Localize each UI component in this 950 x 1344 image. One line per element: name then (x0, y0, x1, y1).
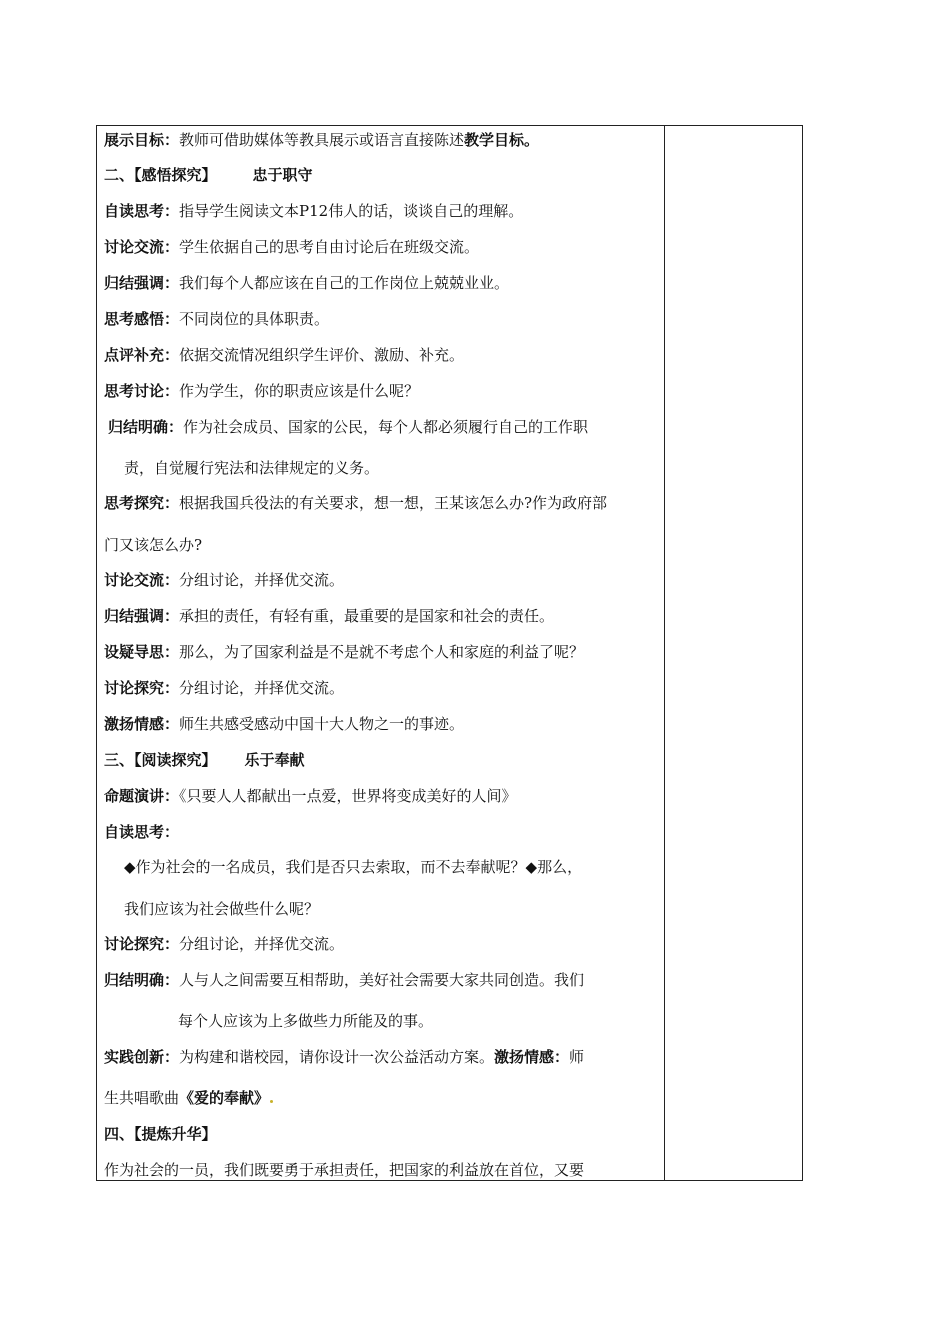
label: 思考探究： (104, 494, 180, 512)
text: 分组讨论，并择优交流。 (179, 935, 345, 953)
line-discuss-explore (104, 678, 344, 698)
section-two-title: 忠于职守 (252, 166, 313, 184)
label-display-goal: 展示目标： (104, 131, 180, 149)
text: 依据交流情况组织学生评价、激励、补充。 (179, 346, 465, 364)
line-summary-2 (104, 606, 554, 626)
label: 讨论交流： (104, 571, 180, 589)
text: 作为社会成员、国家的公民，每个人都必须履行自己的工作职 (183, 418, 589, 436)
label: 讨论交流： (104, 238, 180, 256)
label: 激扬情感： (494, 1048, 570, 1066)
text-teaching-goal: 教学目标。 (464, 131, 540, 149)
label: 设疑导思： (104, 643, 180, 661)
line-self-reading-2 (104, 822, 179, 842)
text: 为构建和谐校园，请你设计一次公益活动方案。 (179, 1048, 495, 1066)
text: 人与人之间需要互相帮助，美好社会需要大家共同创造。我们 (179, 971, 585, 989)
text: 师生共感受感动中国十大人物之一的事迹。 (179, 715, 465, 733)
text: 责，自觉履行宪法和法律规定的义务。 (124, 459, 380, 477)
label: 命题演讲： (104, 787, 180, 805)
line-speech (104, 786, 517, 806)
line-conclusion-2-cont (178, 1011, 433, 1031)
label: 实践创新： (104, 1048, 180, 1066)
text: 《只要人人都献出一点爱，世界将变成美好的人间》 (179, 787, 517, 805)
text: 门又该怎么办? (104, 536, 203, 554)
line-conclusion (108, 417, 588, 437)
text: 承担的责任，有轻有重，最重要的是国家和社会的责任。 (179, 607, 555, 625)
text: 师 (569, 1048, 585, 1066)
text: 根据我国兵役法的有关要求，想一想，王某该怎么办?作为政府部 (179, 494, 608, 512)
section-three-heading (104, 750, 305, 770)
line-question-bullets-cont (124, 899, 319, 919)
section-four-heading (104, 1124, 217, 1144)
text: 作为学生，你的职责应该是什么呢？ (179, 382, 420, 400)
line-conclusion-cont (124, 458, 379, 478)
line-song (104, 1088, 273, 1108)
line-final (104, 1160, 584, 1179)
label: 归结强调： (104, 274, 180, 292)
section-three-label: 三、【阅读探究】 (104, 751, 217, 769)
section-three-title: 乐于奉献 (244, 751, 305, 769)
song-title: 《爱的奉献》 (179, 1089, 270, 1107)
line-reflection (104, 309, 329, 329)
label: 思考感悟： (104, 310, 180, 328)
text: ◆作为社会的一名成员，我们是否只去索取，而不去奉献呢？◆那么， (124, 858, 583, 876)
lesson-content-cell (104, 125, 660, 1179)
section-two-heading (104, 165, 313, 185)
line-self-reading (104, 201, 523, 221)
text: 我们每个人都应该在自己的工作岗位上兢兢业业。 (179, 274, 510, 292)
text: 分组讨论，并择优交流。 (179, 679, 345, 697)
label: 自读思考： (104, 823, 180, 841)
text: 生共唱歌曲 (104, 1089, 180, 1107)
line-comment (104, 345, 464, 365)
label: 讨论探究： (104, 679, 180, 697)
line-practice (104, 1047, 584, 1067)
section-four-label: 四、【提炼升华】 (104, 1125, 217, 1143)
line-conclusion-2 (104, 970, 584, 990)
mark-dot (270, 1100, 273, 1103)
text: 作为社会的一员，我们既要勇于承担责任，把国家的利益放在首位，又要 (104, 1161, 585, 1179)
line-think-explore (104, 493, 607, 513)
text: 学生依据自己的思考自由讨论后在班级交流。 (179, 238, 480, 256)
text: 我们应该为社会做些什么呢？ (124, 900, 320, 918)
table-column-divider (664, 125, 665, 1181)
line-think-explore-cont (104, 535, 202, 555)
section-two-label: 二、【感悟探究】 (104, 166, 217, 184)
line-question-bullets (124, 857, 582, 877)
line-summary (104, 273, 509, 293)
line-question (104, 642, 584, 662)
text: 不同岗位的具体职责。 (179, 310, 330, 328)
label: 点评补充： (104, 346, 180, 364)
label: 归结强调： (104, 607, 180, 625)
label: 激扬情感： (104, 715, 180, 733)
line-discussion-2 (104, 570, 344, 590)
text: 指导学生阅读文本P12伟人的话，谈谈自己的理解。 (179, 202, 524, 220)
text: 那么，为了国家利益是不是就不考虑个人和家庭的利益了呢？ (179, 643, 585, 661)
label: 讨论探究： (104, 935, 180, 953)
text: 每个人应该为上多做些力所能及的事。 (178, 1012, 434, 1030)
label: 归结明确： (104, 971, 180, 989)
label: 思考讨论： (104, 382, 180, 400)
text-display-goal: 教师可借助媒体等教具展示或语言直接陈述 (179, 131, 465, 149)
line-discussion (104, 237, 479, 257)
line-think-discuss (104, 381, 419, 401)
line-discuss-explore-2 (104, 934, 344, 954)
label: 自读思考： (104, 202, 180, 220)
line-display-goal (104, 130, 539, 150)
text: 分组讨论，并择优交流。 (179, 571, 345, 589)
line-emotion (104, 714, 464, 734)
label: 归结明确： (108, 418, 184, 436)
